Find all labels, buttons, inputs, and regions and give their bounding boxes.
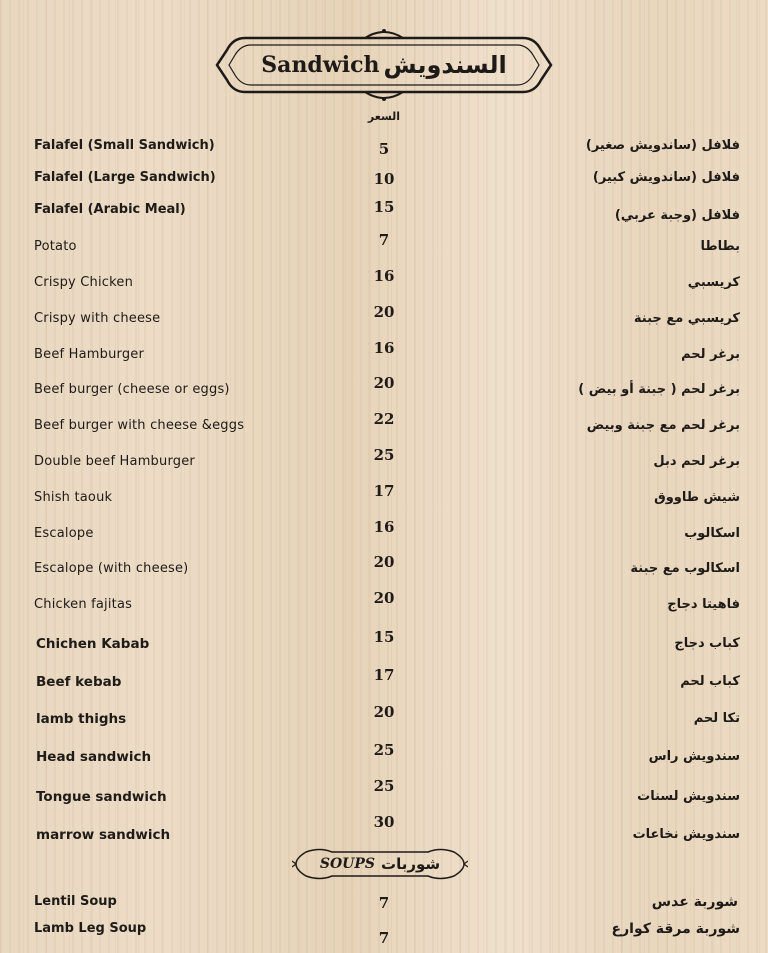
item-name-english: Crispy Chicken [34,275,134,290]
menu-title-arabic: السندويش [383,51,507,79]
item-price: 30 [373,813,395,831]
item-price: 15 [373,198,395,216]
item-name-english: Double beef Hamburger [34,454,195,469]
item-name-arabic: كريسبي [687,275,740,290]
item-name-english: Lentil Soup [34,894,117,909]
item-price: 25 [373,741,395,759]
item-name-arabic: فلافل (ساندويش كبير) [592,170,740,185]
item-name-english: Falafel (Large Sandwich) [34,170,216,185]
item-name-english: Tongue sandwich [36,789,167,805]
menu-item-row [0,138,768,168]
item-name-arabic: كريسبي مع جبنة [633,311,740,326]
item-name-english: Falafel (Small Sandwich) [34,138,215,153]
item-price: 7 [378,231,390,249]
item-name-arabic: برغر لحم ( جبنة أو بيض ) [578,382,740,397]
item-name-english: Potato [34,239,77,254]
item-name-english: Escalope (with cheese) [34,561,189,576]
item-name-arabic: اسكالوب [684,526,740,541]
item-name-english: Beef Hamburger [34,347,145,362]
item-name-english: Chicken fajitas [34,597,133,612]
item-price: 20 [373,589,395,607]
item-price: 16 [373,267,395,285]
item-name-english: marrow sandwich [36,827,171,843]
item-price: 17 [373,666,395,684]
item-name-arabic: تكا لحم [693,711,740,726]
menu-item-row [0,339,768,377]
item-name-arabic: فلافل (ساندويش صغير) [585,138,740,153]
menu-item-row [0,894,768,924]
item-name-arabic: شيش طاووق [654,490,740,505]
item-price: 16 [373,518,395,536]
menu-item-row [0,267,768,305]
menu-item-row [0,198,768,232]
menu-item-row [0,741,768,779]
soups-section-header [292,844,468,884]
item-price: 25 [373,446,395,464]
item-price: 20 [373,553,395,571]
item-price: 16 [373,339,395,357]
menu-item-row [0,589,768,627]
item-name-arabic: برغر لحم مع جبنة وبيض [586,418,740,433]
item-name-english: Beef burger (cheese or eggs) [34,382,230,397]
item-name-english: Escalope [34,526,94,541]
item-name-arabic: سندويش نخاعات [632,827,740,842]
item-price: 20 [373,374,395,392]
item-price: 5 [378,140,390,158]
item-name-arabic: برغر لحم دبل [653,454,740,469]
item-price: 7 [378,929,390,947]
menu-item-row [0,921,768,951]
item-name-arabic: اسكالوب مع جبنة [630,561,740,576]
menu-item-row [0,518,768,556]
item-name-arabic: شوربة مرقة كوارع [611,921,740,937]
menu-item-row [0,628,768,666]
item-name-arabic: فلافل (وجبة عربي) [614,208,740,223]
item-name-english: Beef burger with cheese &eggs [34,418,245,433]
soups-title-arabic: شوربات [381,855,441,873]
menu-title-frame [215,26,553,104]
menu-item-row [0,446,768,484]
item-name-english: Lamb Leg Soup [34,921,147,936]
menu-item-row [0,482,768,520]
item-price: 15 [373,628,395,646]
item-name-arabic: بطاطا [700,239,740,254]
item-price: 22 [373,410,395,428]
item-name-arabic: شوربة عدس [651,894,738,910]
item-name-arabic: برغر لحم [681,347,740,362]
menu-item-row [0,303,768,341]
item-name-arabic: سندويش لسنات [637,789,740,804]
item-name-english: Crispy with cheese [34,311,161,326]
menu-item-row [0,374,768,412]
item-price: 7 [378,894,390,912]
item-name-english: Beef kebab [36,674,122,690]
item-price: 10 [373,170,395,188]
item-price: 17 [373,482,395,500]
item-name-arabic: كباب لحم [680,674,740,689]
item-name-arabic: كباب دجاج [674,636,740,651]
menu-title-english: Sandwich [261,52,380,78]
menu-item-row [0,666,768,704]
item-name-arabic: فاهيتا دجاج [667,597,740,612]
soups-title-english: SOUPS [319,856,375,872]
price-column-header: السعر [367,110,401,123]
item-name-english: Chichen Kabab [36,636,150,652]
item-name-english: lamb thighs [36,711,127,727]
menu-item-row [0,410,768,448]
menu-item-row [0,231,768,269]
item-name-english: Head sandwich [36,749,152,765]
item-name-english: Falafel (Arabic Meal) [34,202,186,217]
item-price: 25 [373,777,395,795]
item-name-english: Shish taouk [34,490,113,505]
item-name-arabic: سندويش راس [648,749,740,764]
menu-item-row [0,170,768,200]
menu-item-row [0,553,768,591]
item-price: 20 [373,703,395,721]
item-price: 20 [373,303,395,321]
menu-item-row [0,703,768,741]
